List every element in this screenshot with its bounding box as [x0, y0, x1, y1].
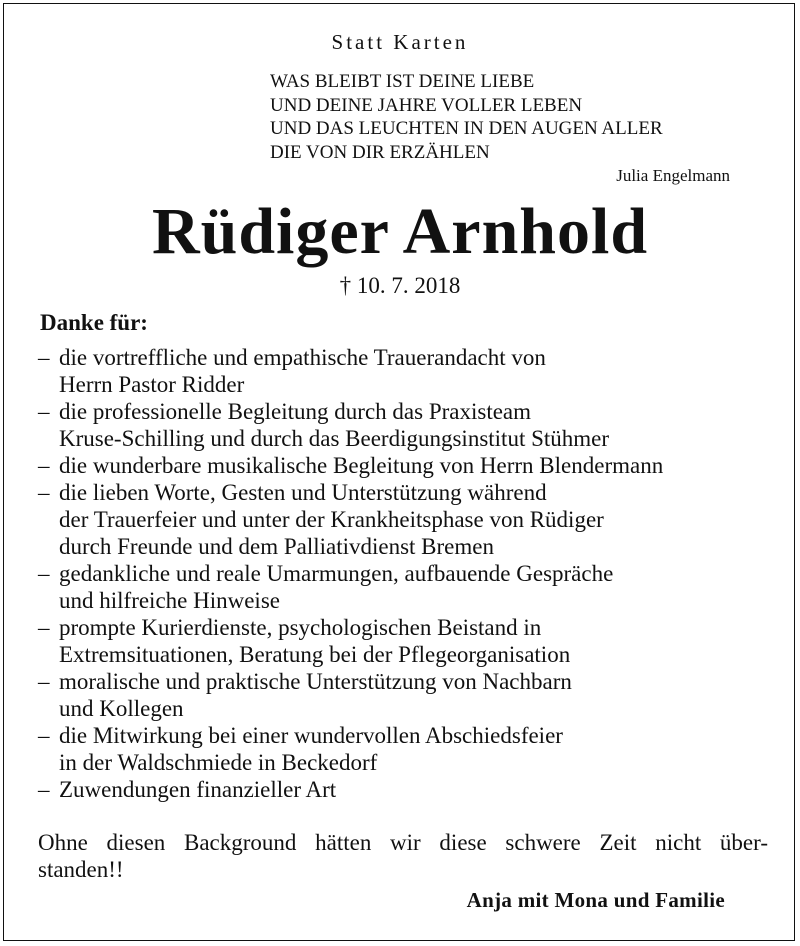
list-dash: – — [38, 777, 50, 802]
list-dash: – — [38, 723, 50, 748]
list-item — [38, 614, 768, 668]
poem — [270, 70, 663, 164]
list-item-line: gedankliche und reale Umarmungen, aufbauende Gespräche — [59, 561, 614, 586]
poem-author: Julia Engelmann — [616, 166, 730, 185]
list-item — [38, 479, 768, 560]
signature: Anja mit Mona und Familie — [466, 888, 725, 912]
list-dash: – — [38, 399, 50, 424]
list-item-line: durch Freunde und dem Palliativdienst Bremen — [59, 534, 494, 559]
list-item — [38, 560, 768, 614]
thanks-heading: Danke für: — [40, 310, 148, 335]
list-dash: – — [38, 561, 50, 586]
list-dash: – — [38, 345, 50, 370]
list-dash: – — [38, 615, 50, 640]
list-item-line: die Mitwirkung bei einer wundervollen Abschiedsfeier — [59, 723, 563, 748]
header-statt-karten: Statt Karten — [331, 30, 469, 54]
list-item-line: in der Waldschmiede in Beckedorf — [59, 750, 378, 775]
poem-line: WAS BLEIBT IST DEINE LIEBE — [270, 71, 535, 92]
list-item-line: und Kollegen — [59, 696, 184, 721]
closing-line: standen!! — [38, 857, 124, 882]
list-item-line: moralische und praktische Unterstützung von Nachbarn — [59, 669, 572, 694]
closing-line: Ohne diesen Background hätten wir diese schwere Zeit nicht über- — [38, 830, 768, 855]
list-item-line: die wunderbare musikalische Begleitung von Herrn Blendermann — [59, 453, 664, 478]
list-item — [38, 398, 768, 452]
list-dash: – — [38, 453, 50, 478]
list-item — [38, 668, 768, 722]
list-item-line: die professionelle Begleitung durch das Praxisteam — [59, 399, 532, 424]
closing-text — [38, 829, 768, 883]
list-item-line: Zuwendungen finanzieller Art — [59, 777, 337, 802]
list-item-line: und hilfreiche Hinweise — [59, 588, 280, 613]
list-item-line: der Trauerfeier und unter der Krankheitsphase von Rüdiger — [59, 507, 604, 532]
list-item-line: Extremsituationen, Beratung bei der Pflegeorganisation — [59, 642, 571, 667]
list-item-line: die lieben Worte, Gesten und Unterstützung während — [59, 480, 547, 505]
deceased-name: Rüdiger Arnhold — [151, 195, 649, 268]
list-item-line: die vortreffliche und empathische Trauerandacht von — [59, 345, 546, 370]
poem-line: UND DEINE JAHRE VOLLER LEBEN — [270, 94, 583, 116]
death-date: † 10. 7. 2018 — [339, 273, 461, 298]
list-item-line: Kruse-Schilling und durch das Beerdigungsinstitut Stühmer — [59, 426, 610, 451]
list-item — [38, 722, 768, 776]
list-item — [38, 344, 768, 398]
poem-line: DIE VON DIR ERZÄHLEN — [270, 141, 490, 163]
list-dash: – — [38, 669, 50, 694]
poem-line: UND DAS LEUCHTEN IN DEN AUGEN ALLER — [270, 118, 663, 139]
list-item — [38, 776, 768, 803]
list-item-line: Herrn Pastor Ridder — [59, 372, 245, 397]
list-dash: – — [38, 480, 50, 505]
list-item-line: prompte Kurierdienste, psychologischen Beistand in — [59, 615, 542, 640]
list-item — [38, 452, 768, 479]
thanks-list — [38, 344, 768, 803]
